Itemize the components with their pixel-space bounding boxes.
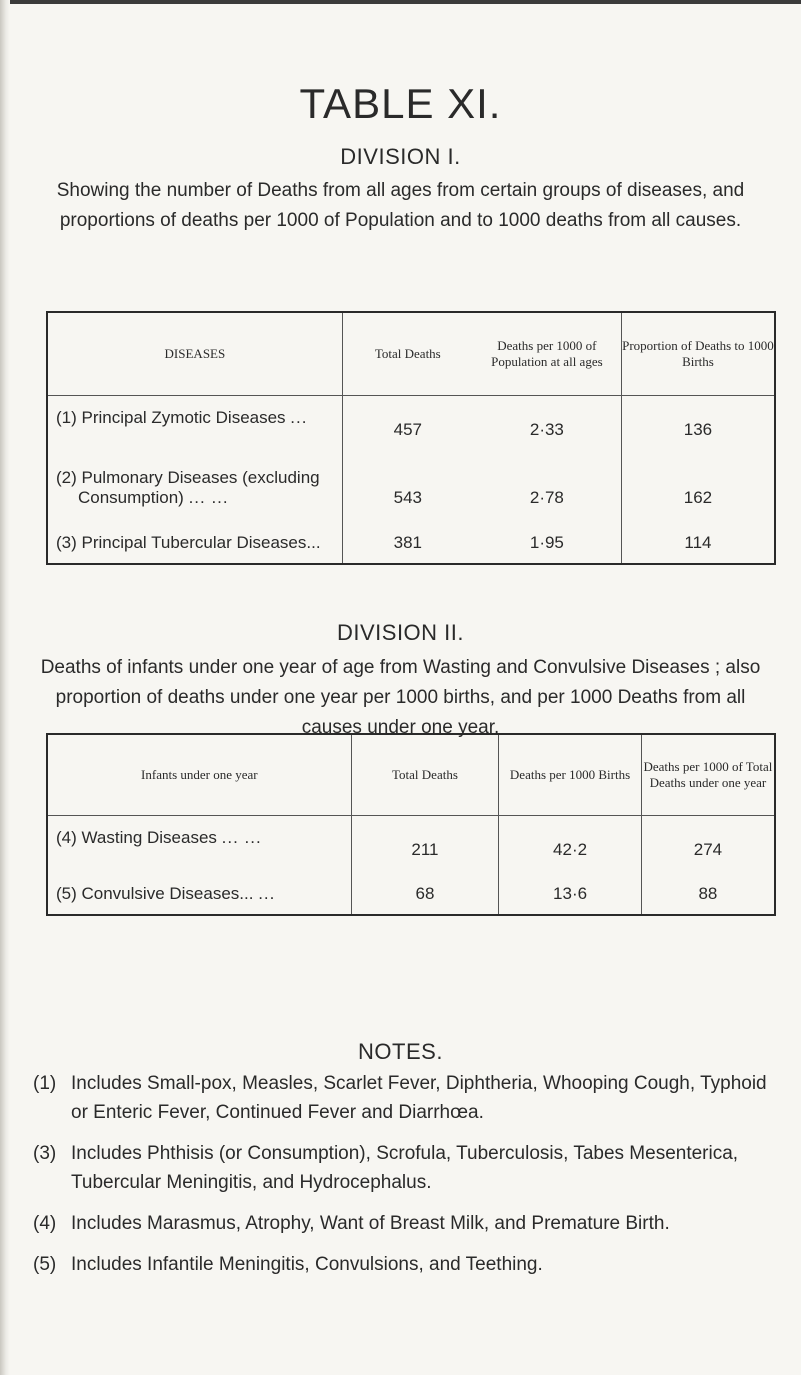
- column-header-proportion-births: Proportion of Deaths to 1000 Births: [621, 312, 775, 396]
- cell-total-deaths: 381: [342, 508, 473, 564]
- column-header-total-deaths: Total Deaths: [351, 734, 499, 816]
- page-title: TABLE XI.: [299, 80, 502, 127]
- table-row: [47, 508, 775, 564]
- row-label: (4) Wasting Diseases ... ...: [56, 828, 262, 847]
- table-row: [47, 440, 775, 508]
- leader-dots: ... ...: [221, 828, 262, 847]
- division-2-description: Deaths of infants under one year of age from Wasting and Convulsive Diseases ; also proportion of deaths under one year per 1000 births, and per 1000 Deaths from all causes under one year.: [40, 657, 761, 738]
- cell-proportion-births: 162: [621, 440, 775, 508]
- table-row: [47, 816, 775, 861]
- table-header-row: [47, 312, 775, 396]
- note-item: [33, 1250, 773, 1279]
- note-number: (5): [33, 1254, 57, 1275]
- notes-list: [33, 1069, 773, 1291]
- column-header-deaths-per-total: Deaths per 1000 of Total Deaths under one year: [641, 734, 775, 816]
- column-header-infants: Infants under one year: [47, 734, 351, 816]
- cell-deaths-per-population: 1·95: [529, 533, 564, 552]
- division-2-table: [46, 733, 776, 916]
- top-rule: [0, 0, 801, 4]
- note-text: Includes Marasmus, Atrophy, Want of Breast Milk, and Premature Birth.: [71, 1213, 670, 1234]
- notes-heading: NOTES.: [358, 1039, 443, 1064]
- cell-total-deaths: 211: [351, 816, 499, 861]
- note-text: Includes Small-pox, Measles, Scarlet Fever, Diphtheria, Whooping Cough, Typhoid or Enteric Fever, Continued Fever and Diarrhœa.: [71, 1073, 767, 1123]
- table-row: [47, 396, 775, 441]
- note-item: [33, 1209, 773, 1238]
- cell-total-deaths: 457: [342, 396, 473, 441]
- note-text: Includes Infantile Meningitis, Convulsions, and Teething.: [71, 1254, 543, 1275]
- cell-deaths-per-births: 13·6: [499, 860, 642, 915]
- note-item: [33, 1069, 773, 1127]
- table-row: [47, 860, 775, 915]
- cell-total-deaths: 543: [342, 440, 473, 508]
- leader-dots: ...: [258, 884, 276, 903]
- cell-deaths-per-total: 88: [641, 860, 775, 915]
- note-number: (3): [33, 1143, 57, 1164]
- row-label: (2) Pulmonary Diseases (excluding Consumption) ... ...: [56, 468, 320, 507]
- note-item: [33, 1139, 773, 1197]
- division-1-heading: DIVISION I.: [340, 144, 461, 169]
- row-label: (5) Convulsive Diseases... ...: [56, 884, 276, 903]
- cell-deaths-per-population: 2·78: [529, 488, 564, 507]
- cell-deaths-per-population: 2·33: [529, 420, 564, 439]
- column-header-diseases: DISEASES: [47, 312, 342, 396]
- column-header-deaths-per-population: Deaths per 1000 of Population at all ages: [473, 312, 622, 396]
- leader-dots: ...: [290, 408, 308, 427]
- division-1-table: [46, 311, 776, 565]
- cell-total-deaths: 68: [351, 860, 499, 915]
- column-header-deaths-per-births: Deaths per 1000 Births: [499, 734, 642, 816]
- row-label: (1) Principal Zymotic Diseases ...: [56, 408, 308, 427]
- table-header-row: [47, 734, 775, 816]
- division-1-description: Showing the number of Deaths from all ages from certain groups of diseases, and proportions of deaths per 1000 of Population and to 1000 deaths from all causes.: [56, 180, 745, 231]
- leader-dots: ... ...: [188, 488, 229, 507]
- page-edge-shadow: [0, 0, 10, 1375]
- column-header-total-deaths: Total Deaths: [342, 312, 473, 396]
- note-text: Includes Phthisis (or Consumption), Scrofula, Tuberculosis, Tabes Mesenterica, Tubercular Meningitis, and Hydrocephalus.: [71, 1143, 739, 1193]
- cell-proportion-births: 114: [621, 508, 775, 564]
- note-number: (1): [33, 1073, 57, 1094]
- cell-proportion-births: 136: [621, 396, 775, 441]
- note-number: (4): [33, 1213, 57, 1234]
- division-2-heading: DIVISION II.: [336, 620, 465, 645]
- cell-deaths-per-births: 42·2: [499, 816, 642, 861]
- cell-deaths-per-total: 274: [641, 816, 775, 861]
- row-label: (3) Principal Tubercular Diseases...: [56, 533, 321, 552]
